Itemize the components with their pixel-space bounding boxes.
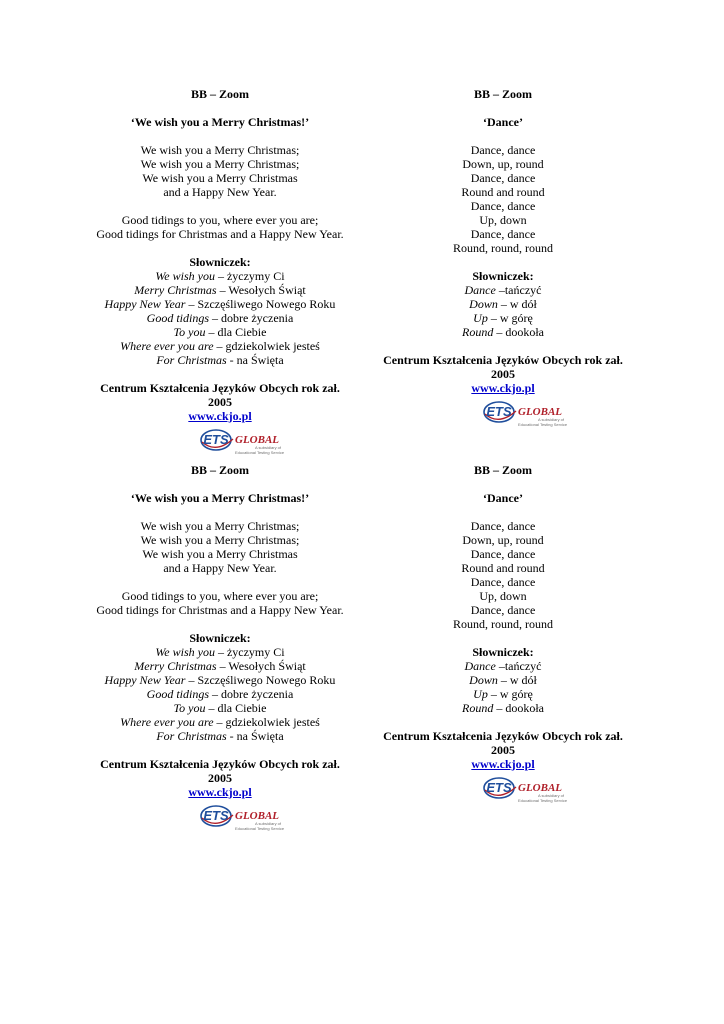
song-title: ‘We wish you a Merry Christmas!’	[130, 491, 310, 505]
glossary-term: To you	[173, 701, 206, 715]
glossary-definition: gdziekolwiek jesteś	[225, 339, 320, 353]
lyric-line: Up, down	[479, 589, 527, 603]
lyric-line: Dance, dance	[470, 519, 536, 533]
glossary-entry	[80, 673, 360, 687]
lyric-line: Round, round, round	[453, 617, 553, 631]
lyric-line: Dance, dance	[470, 603, 536, 617]
lyric-line: Round and round	[461, 561, 545, 575]
glossary-term: Good tidings	[146, 687, 210, 701]
lyric-line: Good tidings to you, where ever you are;	[121, 213, 319, 227]
glossary-entry	[80, 353, 360, 367]
glossary-separator: –	[487, 311, 500, 325]
glossary-definition: tańczyć	[504, 283, 542, 297]
glossary-separator: –	[205, 701, 218, 715]
founding-year: 2005	[491, 743, 515, 757]
glossary-term: Dance	[464, 659, 496, 673]
lyric-line: Down, up, round	[462, 157, 544, 171]
glossary-entry	[363, 325, 643, 339]
founding-year: 2005	[208, 395, 232, 409]
glossary-term: For Christmas	[156, 729, 227, 743]
glossary-entry	[363, 673, 643, 687]
glossary-term: Round	[461, 701, 494, 715]
glossary-term: Happy New Year	[104, 673, 186, 687]
school-website-link[interactable]: www.ckjo.pl	[471, 757, 535, 771]
glossary-term: Dance	[464, 283, 496, 297]
svg-text:GLOBAL: GLOBAL	[518, 782, 562, 794]
svg-text:GLOBAL: GLOBAL	[235, 434, 279, 446]
glossary-term: To you	[173, 325, 206, 339]
glossary-separator: –	[493, 325, 506, 339]
svg-text:Educational Testing Service: Educational Testing Service	[518, 798, 568, 803]
glossary-definition: gdziekolwiek jesteś	[225, 715, 320, 729]
svg-text:A subsidiary of: A subsidiary of	[255, 821, 282, 826]
glossary-term: Round	[461, 325, 494, 339]
glossary-definition: dookoła	[505, 325, 544, 339]
ets-global-logo	[363, 399, 643, 429]
song-title: ‘Dance’	[483, 491, 523, 505]
glossary-title: Słowniczek:	[189, 631, 251, 645]
glossary-entry	[80, 325, 360, 339]
card-header: BB – Zoom	[190, 463, 249, 477]
glossary-definition: na Święta	[236, 729, 284, 743]
glossary-definition: dobre życzenia	[221, 311, 294, 325]
lyric-line: We wish you a Merry Christmas	[142, 547, 298, 561]
lyric-line: Good tidings to you, where ever you are;	[121, 589, 319, 603]
glossary-title: Słowniczek:	[472, 269, 534, 283]
glossary-separator: –	[497, 297, 510, 311]
svg-text:A subsidiary of: A subsidiary of	[538, 793, 565, 798]
school-website-link[interactable]: www.ckjo.pl	[188, 785, 252, 799]
lyric-line: Dance, dance	[470, 547, 536, 561]
glossary-entry	[80, 715, 360, 729]
glossary-entry	[363, 297, 643, 311]
svg-text:ETS: ETS	[486, 404, 512, 419]
lyric-line: We wish you a Merry Christmas	[142, 171, 298, 185]
glossary-separator: –	[213, 715, 226, 729]
flashcard-dance	[363, 87, 643, 429]
glossary-separator: –	[209, 687, 222, 701]
lyric-line: and a Happy New Year.	[163, 185, 277, 199]
glossary-definition: dla Ciebie	[217, 701, 267, 715]
lyric-line: Dance, dance	[470, 575, 536, 589]
glossary-definition: w dół	[509, 297, 537, 311]
glossary-term: Where ever you are	[120, 715, 214, 729]
svg-text:ETS: ETS	[486, 780, 512, 795]
glossary-definition: życzymy Ci	[226, 645, 285, 659]
lyric-line: We wish you a Merry Christmas;	[140, 519, 300, 533]
glossary-definition: dookoła	[505, 701, 544, 715]
glossary-separator: –	[495, 659, 505, 673]
glossary-separator: –	[495, 283, 505, 297]
founding-year: 2005	[491, 367, 515, 381]
school-name: Centrum Kształcenia Języków Obcych rok zał.	[383, 729, 623, 743]
glossary-entry	[80, 729, 360, 743]
founding-year: 2005	[208, 771, 232, 785]
school-name: Centrum Kształcenia Języków Obcych rok zał.	[100, 757, 340, 771]
lyric-line: We wish you a Merry Christmas;	[140, 533, 300, 547]
svg-text:ETS: ETS	[203, 808, 229, 823]
glossary-separator: –	[497, 673, 510, 687]
glossary-title: Słowniczek:	[189, 255, 251, 269]
glossary-definition: życzymy Ci	[226, 269, 285, 283]
glossary-term: Up	[473, 311, 488, 325]
flashcard-christmas	[80, 87, 360, 457]
glossary-definition: w dół	[509, 673, 537, 687]
lyric-line: We wish you a Merry Christmas;	[140, 143, 300, 157]
glossary-separator: –	[214, 269, 227, 283]
glossary-title: Słowniczek:	[472, 645, 534, 659]
glossary-separator: -	[226, 729, 237, 743]
glossary-separator: –	[487, 687, 500, 701]
card-header: BB – Zoom	[473, 87, 532, 101]
glossary-definition: tańczyć	[504, 659, 542, 673]
lyric-line: Dance, dance	[470, 143, 536, 157]
ets-global-logo	[80, 427, 360, 457]
glossary-term: Where ever you are	[120, 339, 214, 353]
glossary-entry	[80, 659, 360, 673]
lyric-line: Up, down	[479, 213, 527, 227]
lyric-line: Dance, dance	[470, 227, 536, 241]
glossary-entry	[80, 687, 360, 701]
glossary-entry	[80, 339, 360, 353]
glossary-entry	[363, 283, 643, 297]
glossary-separator: -	[226, 353, 237, 367]
glossary-separator: –	[185, 297, 198, 311]
glossary-entry	[80, 311, 360, 325]
glossary-separator: –	[214, 645, 227, 659]
svg-text:A subsidiary of: A subsidiary of	[538, 417, 565, 422]
card-header: BB – Zoom	[473, 463, 532, 477]
glossary-entry	[80, 297, 360, 311]
glossary-entry	[363, 687, 643, 701]
glossary-entry	[363, 311, 643, 325]
school-name: Centrum Kształcenia Języków Obcych rok zał.	[383, 353, 623, 367]
glossary-separator: –	[216, 283, 229, 297]
svg-text:Educational Testing Service: Educational Testing Service	[518, 422, 568, 427]
flashcard-dance	[363, 463, 643, 805]
glossary-definition: w górę	[499, 311, 533, 325]
lyric-line: Round, round, round	[453, 241, 553, 255]
glossary-term: Merry Christmas	[134, 659, 217, 673]
lyric-line: Good tidings for Christmas and a Happy New Year.	[96, 227, 344, 241]
glossary-definition: dobre życzenia	[221, 687, 294, 701]
glossary-term: For Christmas	[156, 353, 227, 367]
glossary-term: We wish you	[155, 645, 215, 659]
glossary-definition: w górę	[499, 687, 533, 701]
glossary-separator: –	[493, 701, 506, 715]
card-header: BB – Zoom	[190, 87, 249, 101]
svg-text:Educational Testing Service: Educational Testing Service	[235, 450, 285, 455]
glossary-definition: dla Ciebie	[217, 325, 267, 339]
svg-text:GLOBAL: GLOBAL	[235, 810, 279, 822]
glossary-term: We wish you	[155, 269, 215, 283]
glossary-definition: Wesołych Świąt	[228, 283, 306, 297]
glossary-entry	[80, 283, 360, 297]
glossary-definition: Wesołych Świąt	[228, 659, 306, 673]
glossary-entry	[363, 659, 643, 673]
lyric-line: Dance, dance	[470, 171, 536, 185]
song-title: ‘We wish you a Merry Christmas!’	[130, 115, 310, 129]
glossary-entry	[80, 645, 360, 659]
glossary-entry	[363, 701, 643, 715]
glossary-term: Down	[469, 673, 498, 687]
svg-text:ETS: ETS	[203, 432, 229, 447]
lyric-line: Dance, dance	[470, 199, 536, 213]
school-website-link[interactable]: www.ckjo.pl	[471, 381, 535, 395]
glossary-entry	[80, 269, 360, 283]
glossary-separator: –	[213, 339, 226, 353]
lyric-line: Round and round	[461, 185, 545, 199]
lyric-line: We wish you a Merry Christmas;	[140, 157, 300, 171]
svg-text:A subsidiary of: A subsidiary of	[255, 445, 282, 450]
school-name: Centrum Kształcenia Języków Obcych rok zał.	[100, 381, 340, 395]
lyric-line: Down, up, round	[462, 533, 544, 547]
lyric-line: Good tidings for Christmas and a Happy New Year.	[96, 603, 344, 617]
flashcard-christmas	[80, 463, 360, 833]
song-title: ‘Dance’	[483, 115, 523, 129]
ets-global-logo	[363, 775, 643, 805]
glossary-entry	[80, 701, 360, 715]
glossary-definition: Szczęśliwego Nowego Roku	[197, 297, 336, 311]
glossary-separator: –	[216, 659, 229, 673]
glossary-term: Up	[473, 687, 488, 701]
glossary-definition: Szczęśliwego Nowego Roku	[197, 673, 336, 687]
school-website-link[interactable]: www.ckjo.pl	[188, 409, 252, 423]
lyric-line: and a Happy New Year.	[163, 561, 277, 575]
glossary-separator: –	[209, 311, 222, 325]
svg-text:GLOBAL: GLOBAL	[518, 406, 562, 418]
glossary-term: Down	[469, 297, 498, 311]
glossary-term: Merry Christmas	[134, 283, 217, 297]
svg-text:Educational Testing Service: Educational Testing Service	[235, 826, 285, 831]
glossary-term: Good tidings	[146, 311, 210, 325]
glossary-definition: na Święta	[236, 353, 284, 367]
ets-global-logo	[80, 803, 360, 833]
glossary-separator: –	[205, 325, 218, 339]
glossary-separator: –	[185, 673, 198, 687]
glossary-term: Happy New Year	[104, 297, 186, 311]
